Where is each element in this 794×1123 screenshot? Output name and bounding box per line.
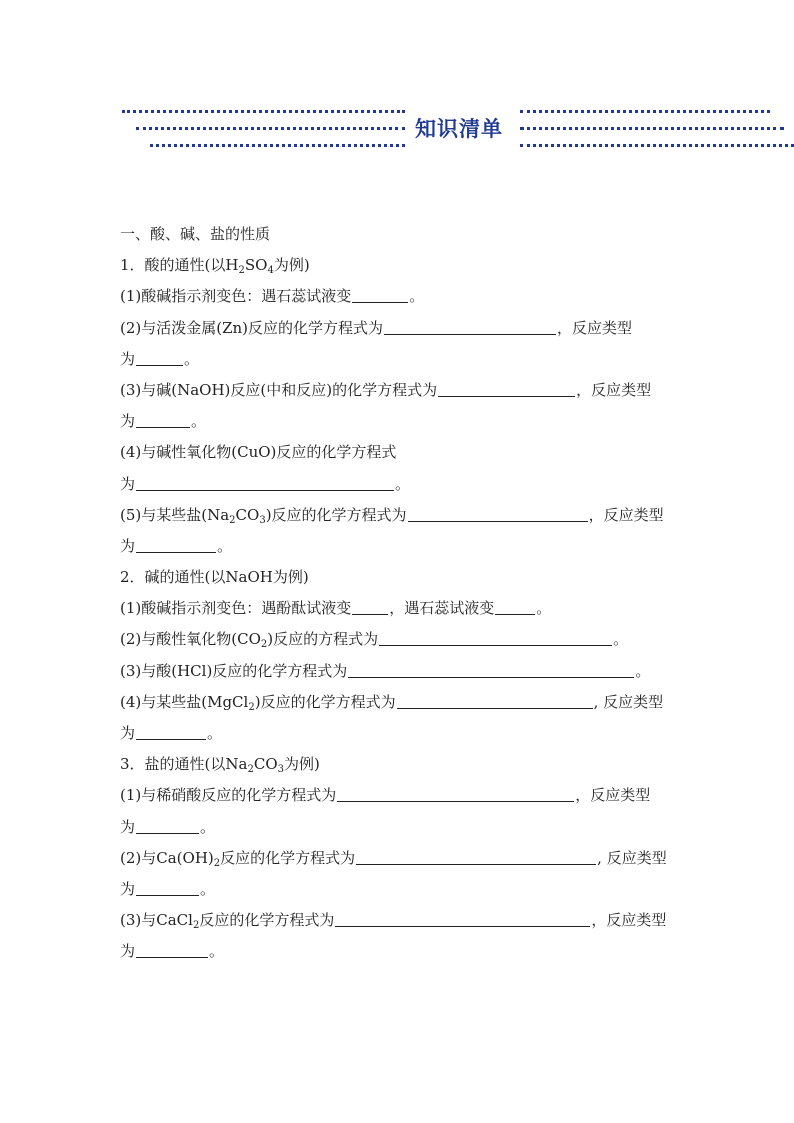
dotted-rule-right-mid: [520, 127, 784, 130]
for-prefix: 为: [120, 474, 136, 493]
base-item-4-end: )反应的化学方程式为: [254, 692, 396, 711]
dotted-rule-left-mid: [136, 127, 405, 130]
acid-item-4-cont: [120, 469, 680, 500]
acid-item-5-cont: [120, 531, 680, 562]
reaction-type-label: ，反应类型: [576, 380, 652, 399]
sub-2: 2: [213, 857, 221, 869]
salt-item-3-cont: [120, 936, 680, 967]
reaction-type-blank[interactable]: [136, 879, 199, 896]
reaction-type-label: , 反应类型: [597, 848, 667, 867]
answer-blank[interactable]: [352, 598, 388, 615]
dotted-rule-left-bottom: [150, 144, 405, 147]
reaction-type-label: ，反应类型: [591, 911, 667, 930]
period: 。: [207, 724, 223, 742]
reaction-type-blank[interactable]: [136, 817, 199, 834]
equation-blank[interactable]: [337, 785, 574, 802]
base-title-text: 2．碱的通性(以NaOH为例): [120, 568, 309, 587]
acid-item-5: [120, 500, 680, 531]
acid-item-4: [120, 437, 680, 468]
page-title: 知识清单: [415, 117, 503, 141]
salt-title: [120, 749, 680, 780]
salt-item-3-end: 反应的化学方程式为: [199, 911, 335, 930]
answer-blank[interactable]: [352, 286, 408, 303]
period: 。: [395, 474, 411, 493]
period: 。: [409, 287, 425, 306]
dotted-rule-left-top: [122, 110, 405, 113]
reaction-type-blank[interactable]: [136, 536, 216, 553]
period: 。: [635, 661, 651, 680]
sub-4: 4: [267, 265, 274, 277]
equation-blank[interactable]: [408, 505, 588, 522]
section-heading-text: 一、酸、碱、盐的性质: [120, 225, 271, 243]
acid-item-2-text: (2)与活泼金属(Zn)反应的化学方程式为: [120, 318, 384, 337]
period: 。: [209, 942, 225, 961]
reaction-type-blank[interactable]: [136, 941, 208, 958]
reaction-type-label: ，反应类型: [588, 505, 664, 524]
sub-2: 2: [192, 920, 200, 932]
base-item-4-cont: [120, 718, 680, 749]
base-item-1-mid: ，遇石蕊试液变: [389, 599, 495, 618]
acid-item-3-text: (3)与碱(NaOH)反应(中和反应)的化学方程式为: [120, 380, 438, 399]
salt-item-3: [120, 905, 680, 936]
acid-item-2-cont: [120, 344, 680, 375]
equation-blank[interactable]: [438, 380, 575, 397]
salt-title-end: 为例): [284, 755, 320, 774]
sub-2: 2: [247, 764, 254, 776]
equation-blank[interactable]: [356, 848, 596, 865]
sub-3: 3: [277, 764, 284, 776]
sub-2: 2: [248, 701, 255, 713]
for-prefix: 为: [120, 942, 136, 961]
reaction-type-blank[interactable]: [136, 411, 190, 428]
acid-item-3-cont: [120, 406, 680, 437]
section-banner: [0, 105, 794, 155]
base-item-2-text: (2)与酸性氧化物(CO: [120, 630, 261, 649]
equation-blank[interactable]: [379, 629, 612, 646]
reaction-type-label: ，反应类型: [575, 786, 651, 805]
salt-item-1-cont: [120, 812, 680, 843]
acid-item-3: [120, 375, 680, 406]
reaction-type-label: , 反应类型: [593, 692, 664, 711]
for-prefix: 为: [120, 724, 136, 742]
salt-item-2-text: (2)与Ca(OH): [120, 848, 214, 867]
equation-blank[interactable]: [384, 318, 556, 335]
acid-item-2: [120, 313, 680, 344]
period: 。: [191, 412, 207, 431]
salt-item-2: [120, 843, 680, 874]
for-prefix: 为: [120, 412, 136, 431]
acid-title-so: SO: [244, 256, 268, 275]
period: 。: [536, 599, 552, 618]
period: 。: [613, 630, 629, 649]
base-item-1-text: (1)酸碱指示剂变色：遇酚酞试液变: [120, 599, 352, 618]
sub-2: 2: [260, 639, 268, 651]
acid-item-1-text: (1)酸碱指示剂变色：遇石蕊试液变: [120, 287, 352, 306]
knowledge-list: [120, 219, 680, 968]
base-item-2: [120, 624, 680, 655]
answer-blank[interactable]: [495, 598, 535, 615]
equation-blank[interactable]: [335, 910, 590, 927]
equation-blank[interactable]: [348, 661, 634, 678]
base-item-3: [120, 656, 680, 687]
sub-2: 2: [238, 265, 245, 277]
period: 。: [217, 536, 233, 555]
period: 。: [200, 879, 216, 898]
acid-item-5-end: )反应的化学方程式为: [265, 505, 407, 524]
section-heading: [120, 219, 680, 250]
sub-3: 3: [259, 514, 266, 526]
salt-item-2-end: 反应的化学方程式为: [220, 848, 356, 867]
reaction-type-blank[interactable]: [136, 723, 206, 740]
equation-blank[interactable]: [136, 474, 394, 491]
salt-title-text: 3．盐的通性(以Na: [120, 755, 248, 774]
acid-title-end: 为例): [273, 256, 310, 275]
acid-item-1: [120, 281, 680, 312]
salt-item-1-text: (1)与稀硝酸反应的化学方程式为: [120, 786, 337, 805]
base-item-4: [120, 687, 680, 718]
dotted-rule-right-bottom: [520, 144, 794, 147]
salt-title-co: CO: [253, 755, 278, 774]
period: 。: [200, 817, 216, 836]
base-item-2-end: )反应的方程式为: [267, 630, 379, 649]
equation-blank[interactable]: [397, 692, 593, 709]
acid-title: [120, 250, 680, 281]
reaction-type-label: ，反应类型: [557, 318, 633, 337]
base-item-1: [120, 593, 680, 624]
salt-item-1: [120, 780, 680, 811]
acid-item-5-text: (5)与某些盐(Na: [120, 505, 230, 524]
sub-2: 2: [229, 514, 236, 526]
for-prefix: 为: [120, 536, 136, 555]
for-prefix: 为: [120, 349, 136, 368]
for-prefix: 为: [120, 879, 136, 898]
base-item-4-text: (4)与某些盐(MgCl: [120, 692, 249, 711]
reaction-type-blank[interactable]: [136, 349, 183, 366]
acid-item-5-co: CO: [235, 505, 260, 524]
period: 。: [184, 349, 200, 368]
base-item-3-text: (3)与酸(HCl)反应的化学方程式为: [120, 661, 348, 680]
salt-item-2-cont: [120, 874, 680, 905]
for-prefix: 为: [120, 817, 136, 836]
acid-item-4-text: (4)与碱性氧化物(CuO)反应的化学方程式: [120, 443, 397, 462]
dotted-rule-right-top: [520, 110, 770, 113]
acid-title-text: 1．酸的通性(以H: [120, 256, 239, 275]
salt-item-3-text: (3)与CaCl: [120, 911, 193, 930]
base-title: [120, 562, 680, 593]
